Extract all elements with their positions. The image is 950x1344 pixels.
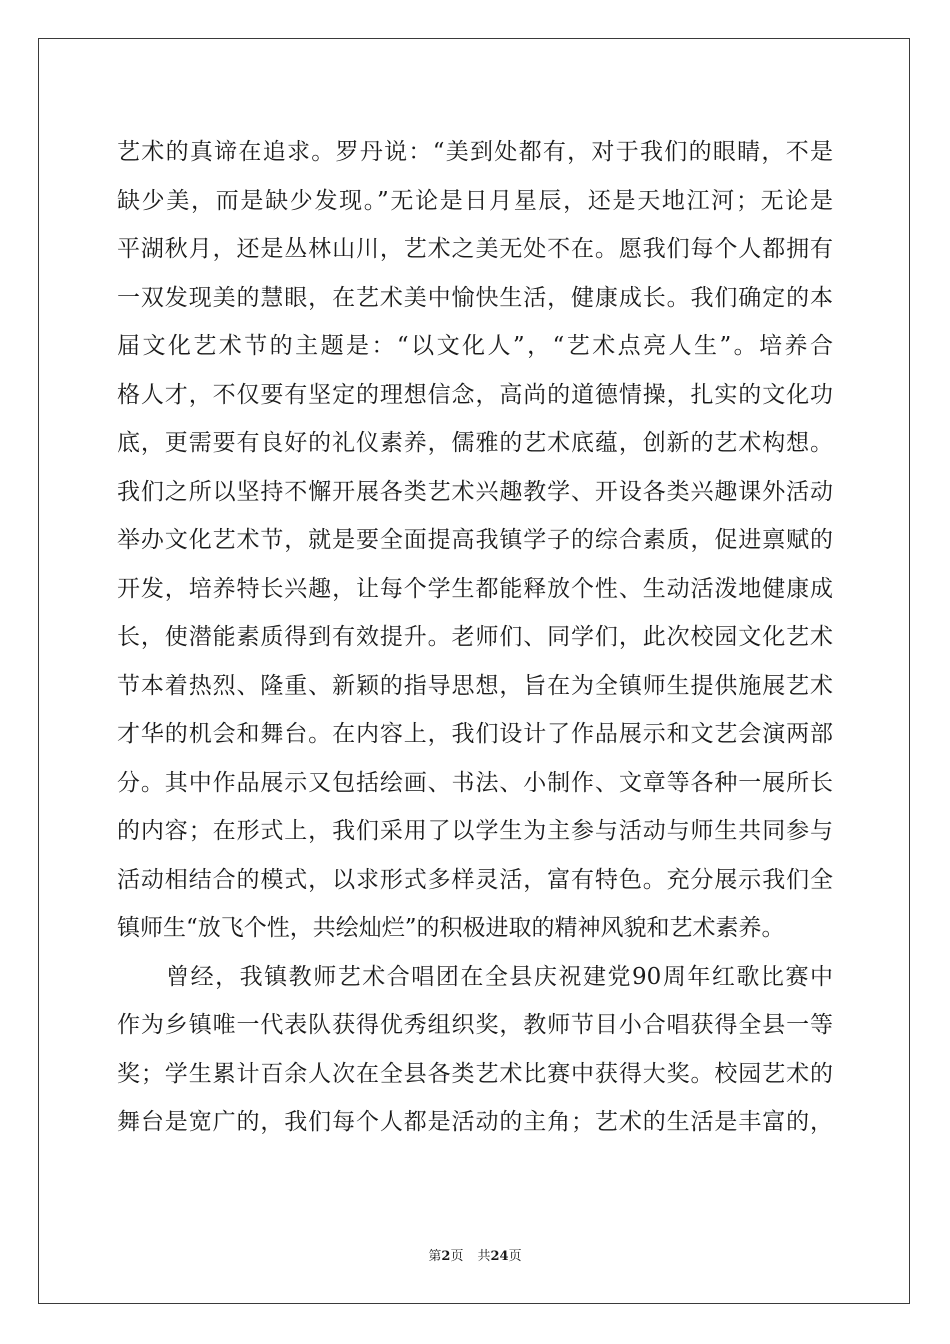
text-line: 节本着热烈、隆重、新颖的指导思想，旨在为全镇师生提供施展艺术: [117, 672, 833, 699]
text-line: 底，更需要有良好的礼仪素养，儒雅的艺术底蕴，创新的艺术构想。: [117, 430, 833, 456]
text-line: 平湖秋月，还是丛林山川，艺术之美无处不在。愿我们每个人都拥有: [117, 236, 833, 262]
page-number: 2: [441, 1249, 451, 1264]
page-prefix: 第: [428, 1249, 442, 1264]
text-line: 我们之所以坚持不懈开展各类艺术兴趣教学、开设各类兴趣课外活动: [117, 478, 833, 505]
page-footer: [0, 1245, 950, 1264]
total-suffix: 页: [508, 1249, 522, 1264]
text-line: 缺少美，而是缺少发现。”无论是日月星辰，还是天地江河；无论是: [117, 187, 833, 214]
text-line: 格人才，不仅要有坚定的理想信念，高尚的道德情操，扎实的文化功: [117, 381, 833, 408]
text-line: 曾经，我镇教师艺术合唱团在全县庆祝建党90周年红歌比赛中: [117, 963, 833, 990]
text-line: 艺术的真谛在追求。罗丹说：“美到处都有，对于我们的眼睛，不是: [117, 139, 833, 165]
text-line: 的内容；在形式上，我们采用了以学生为主参与活动与师生共同参与: [117, 818, 833, 844]
text-line: 长，使潜能素质得到有效提升。老师们、同学们，此次校园文化艺术: [117, 624, 833, 650]
text-line: 举办文化艺术节，就是要全面提高我镇学子的综合素质，促进禀赋的: [117, 527, 833, 553]
total-pages: 24: [490, 1249, 509, 1264]
text-line: 届文化艺术节的主题是：“以文化人”，“艺术点亮人生”。培养合: [117, 333, 833, 359]
text-line: 作为乡镇唯一代表队获得优秀组织奖，教师节目小合唱获得全县一等: [117, 1012, 833, 1038]
text-line: 镇师生“放飞个性，共绘灿烂”的积极进取的精神风貌和艺术素养。: [117, 915, 785, 941]
text-line: 奖；学生累计百余人次在全县各类艺术比赛中获得大奖。校园艺术的: [117, 1060, 833, 1087]
text-line: 活动相结合的模式，以求形式多样灵活，富有特色。充分展示我们全: [117, 866, 833, 893]
text-line: 一双发现美的慧眼，在艺术美中愉快生活，健康成长。我们确定的本: [117, 284, 833, 311]
total-prefix: 共: [477, 1249, 491, 1264]
text-line: 开发，培养特长兴趣，让每个学生都能释放个性、生动活泼地健康成: [117, 575, 833, 602]
text-line: 分。其中作品展示又包括绘画、书法、小制作、文章等各种一展所长: [117, 769, 833, 796]
text-line: 才华的机会和舞台。在内容上，我们设计了作品展示和文艺会演两部: [117, 721, 833, 747]
body-text: [117, 128, 833, 1147]
text-line: 舞台是宽广的，我们每个人都是活动的主角；艺术的生活是丰富的，: [117, 1109, 833, 1135]
page-suffix: 页: [450, 1249, 464, 1264]
